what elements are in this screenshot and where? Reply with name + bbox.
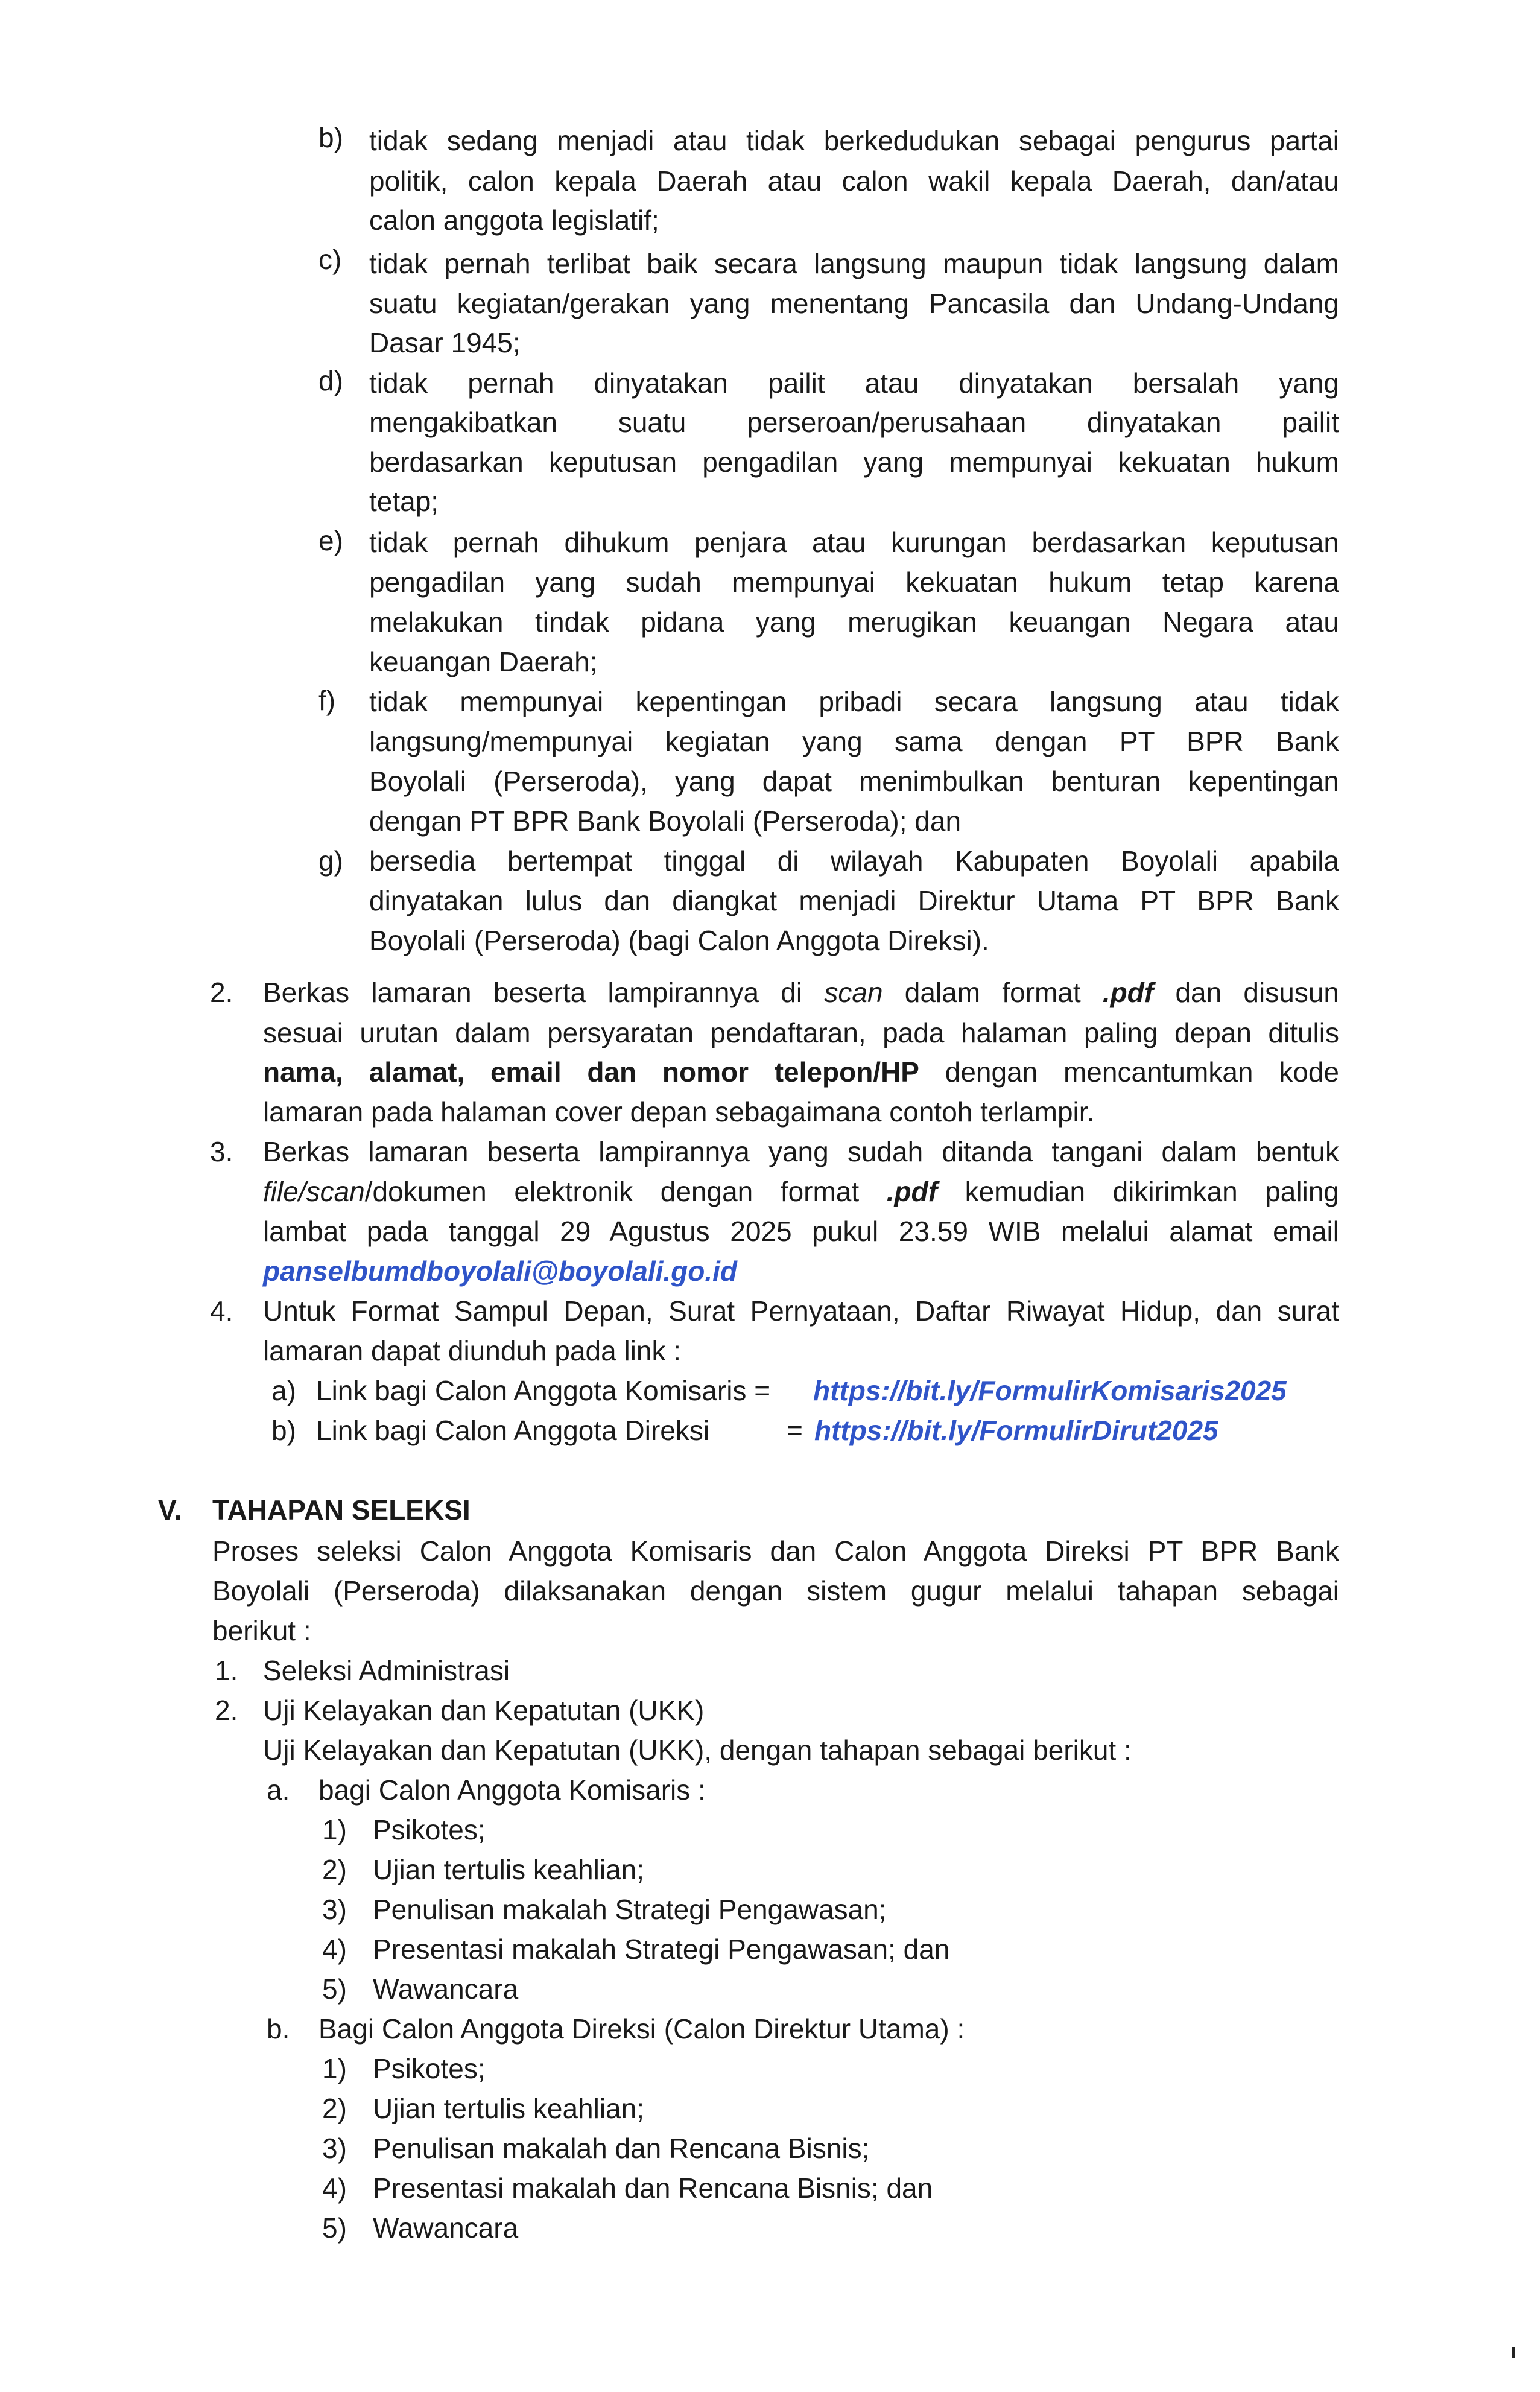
list-text-line: tidak pernah dihukum penjara atau kurungan berdasarkan keputusan — [369, 527, 1339, 558]
paragraph-line: Untuk Format Sampul Depan, Surat Pernyataan, Daftar Riwayat Hidup, dan surat — [263, 1295, 1339, 1327]
list-text-line: tidak pernah terlibat baik secara langsung maupun tidak langsung dalam — [369, 248, 1339, 279]
step-text: Presentasi makalah dan Rencana Bisnis; dan — [373, 2172, 933, 2204]
step-number: 1) — [322, 2053, 347, 2084]
email-link[interactable]: panselbumdboyolali@boyolali.go.id — [263, 1255, 738, 1287]
step-number: 4) — [322, 1934, 347, 1965]
step-number: 4) — [322, 2172, 347, 2204]
step-text: Ujian tertulis keahlian; — [373, 2093, 645, 2124]
paragraph-line: nama, alamat, email dan nomor telepon/HP dengan mencantumkan kode — [263, 1056, 1339, 1088]
sub-marker: a) — [271, 1375, 296, 1406]
step-text: Penulisan makalah dan Rencana Bisnis; — [373, 2133, 870, 2164]
link-formulir-komisaris[interactable]: https://bit.ly/FormulirKomisaris2025 — [813, 1375, 1287, 1406]
list-text-line: mengakibatkan suatu perseroan/perusahaan dinyatakan pailit — [369, 407, 1339, 438]
step-number: 1) — [322, 1814, 347, 1845]
list-marker: 3. — [210, 1136, 233, 1167]
list-text-line: calon anggota legislatif; — [369, 205, 659, 236]
paragraph-line: Berkas lamaran beserta lampirannya yang sudah ditanda tangani dalam bentuk — [263, 1136, 1339, 1167]
step-text: Ujian tertulis keahlian; — [373, 1854, 645, 1885]
intro-line: Proses seleksi Calon Anggota Komisaris dan Calon Anggota Direksi PT BPR Bank — [212, 1535, 1339, 1567]
subsection-title-komisaris: bagi Calon Anggota Komisaris : — [318, 1774, 706, 1806]
step-text: Psikotes; — [373, 2053, 486, 2084]
step-number: 5) — [322, 1973, 347, 2005]
list-text-line: politik, calon kepala Daerah atau calon wakil kepala Daerah, dan/atau — [369, 165, 1339, 197]
list-text-line: Boyolali (Perseroda) (bagi Calon Anggota Direksi). — [369, 925, 989, 956]
intro-line: berikut : — [212, 1615, 311, 1646]
list-marker: g) — [318, 845, 343, 877]
stage-administrasi: Seleksi Administrasi — [263, 1655, 510, 1686]
list-text-line: berdasarkan keputusan pengadilan yang mempunyai kekuatan hukum — [369, 446, 1339, 478]
stage-ukk: Uji Kelayakan dan Kepatutan (UKK) — [263, 1695, 705, 1726]
step-text: Wawancara — [373, 1973, 519, 2005]
stage-ukk-description: Uji Kelayakan dan Kepatutan (UKK), dengan tahapan sebagai berikut : — [263, 1734, 1132, 1766]
step-number: 5) — [322, 2212, 347, 2244]
list-text-line: Boyolali (Perseroda), yang dapat menimbulkan benturan kepentingan — [369, 766, 1339, 797]
paragraph-line: lambat pada tanggal 29 Agustus 2025 pukul 23.59 WIB melalui alamat email — [263, 1216, 1339, 1247]
sub-marker: a. — [267, 1774, 290, 1806]
list-text-line: keuangan Daerah; — [369, 646, 598, 677]
link-label-direksi: Link bagi Calon Anggota Direksi — [316, 1415, 710, 1446]
link-label-komisaris: Link bagi Calon Anggota Komisaris = — [316, 1375, 771, 1406]
intro-line: Boyolali (Perseroda) dilaksanakan dengan sistem gugur melalui tahapan sebagai — [212, 1575, 1339, 1607]
paragraph-line: sesuai urutan dalam persyaratan pendaftaran, pada halaman paling depan ditulis — [263, 1017, 1339, 1048]
paragraph-line: lamaran dapat diunduh pada link : — [263, 1335, 682, 1366]
step-number: 3) — [322, 2133, 347, 2164]
list-marker: e) — [318, 525, 343, 556]
step-number: 2) — [322, 1854, 347, 1885]
list-text-line: tidak sedang menjadi atau tidak berkedudukan sebagai pengurus partai — [369, 125, 1339, 156]
section-number: V. — [158, 1494, 182, 1526]
list-marker: 1. — [215, 1655, 238, 1686]
list-marker: c) — [318, 244, 342, 275]
list-text-line: Dasar 1945; — [369, 327, 521, 358]
list-text-line: melakukan tindak pidana yang merugikan keuangan Negara atau — [369, 606, 1339, 638]
list-marker: b) — [318, 122, 343, 153]
list-text-line: pengadilan yang sudah mempunyai kekuatan hukum tetap karena — [369, 566, 1339, 598]
link-formulir-dirut[interactable]: https://bit.ly/FormulirDirut2025 — [814, 1415, 1218, 1446]
list-text-line: tidak pernah dinyatakan pailit atau dinyatakan bersalah yang — [369, 367, 1339, 399]
list-text-line: dengan PT BPR Bank Boyolali (Perseroda); dan — [369, 805, 962, 837]
list-marker: f) — [318, 685, 336, 716]
list-marker: 2. — [210, 977, 233, 1008]
step-text: Presentasi makalah Strategi Pengawasan; dan — [373, 1934, 950, 1965]
equals-sign: = — [787, 1415, 803, 1446]
list-marker: 2. — [215, 1695, 238, 1726]
list-text-line: tetap; — [369, 486, 439, 517]
list-text-line: langsung/mempunyai kegiatan yang sama dengan PT BPR Bank — [369, 726, 1339, 757]
subsection-title-direksi: Bagi Calon Anggota Direksi (Calon Direktur Utama) : — [318, 2013, 965, 2045]
sub-marker: b) — [271, 1415, 296, 1446]
sub-marker: b. — [267, 2013, 290, 2045]
scan-mark — [1512, 2347, 1515, 2358]
step-text: Penulisan makalah Strategi Pengawasan; — [373, 1894, 887, 1925]
list-marker: 4. — [210, 1295, 233, 1327]
list-text-line: tidak mempunyai kepentingan pribadi secara langsung atau tidak — [369, 686, 1339, 717]
step-number: 2) — [322, 2093, 347, 2124]
list-text-line: bersedia bertempat tinggal di wilayah Kabupaten Boyolali apabila — [369, 845, 1339, 877]
section-heading: TAHAPAN SELEKSI — [212, 1494, 471, 1526]
list-text-line: suatu kegiatan/gerakan yang menentang Pancasila dan Undang-Undang — [369, 288, 1339, 319]
list-marker: d) — [318, 365, 343, 396]
paragraph-line: file/scan/dokumen elektronik dengan format .pdf kemudian dikirimkan paling — [263, 1176, 1339, 1207]
step-number: 3) — [322, 1894, 347, 1925]
paragraph-line: lamaran pada halaman cover depan sebagaimana contoh terlampir. — [263, 1096, 1095, 1128]
step-text: Psikotes; — [373, 1814, 486, 1845]
list-text-line: dinyatakan lulus dan diangkat menjadi Direktur Utama PT BPR Bank — [369, 885, 1339, 916]
paragraph-line: Berkas lamaran beserta lampirannya di scan dalam format .pdf dan disusun — [263, 977, 1339, 1008]
step-text: Wawancara — [373, 2212, 519, 2244]
